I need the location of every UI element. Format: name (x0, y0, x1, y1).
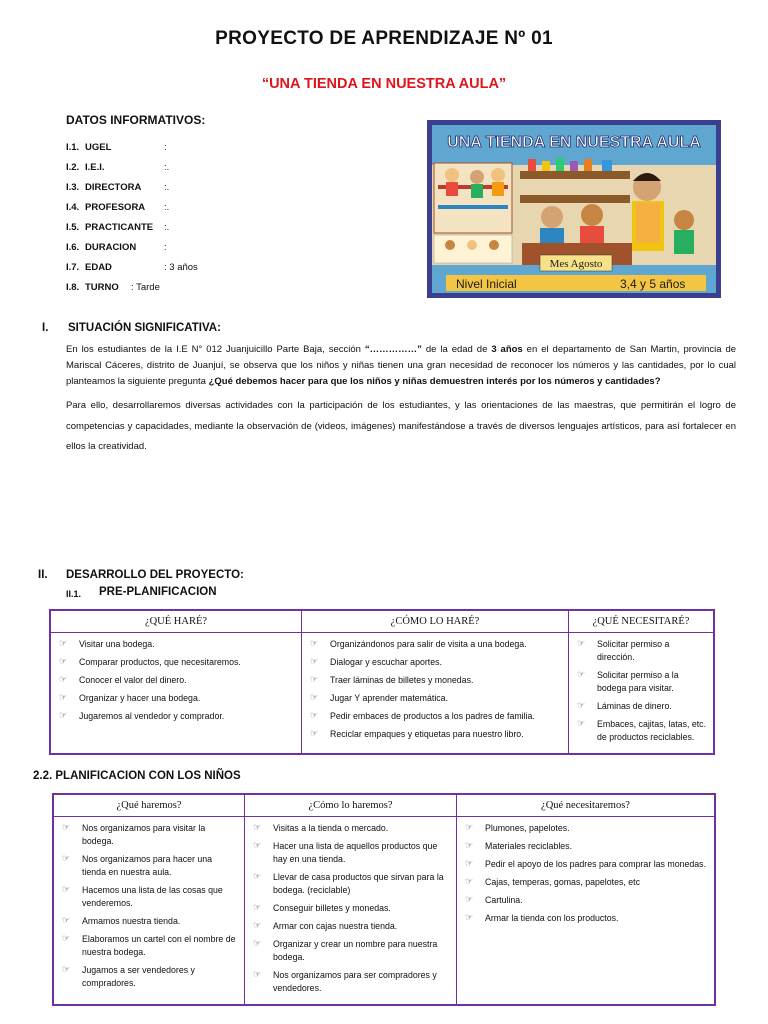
pointing-hand-icon: ☞ (310, 710, 319, 720)
info-row-number: I.5. (66, 222, 80, 233)
cover-level: Nivel Inicial (456, 277, 517, 291)
list-item-text: Visitar una bodega. (79, 639, 155, 649)
list-item-text: Pedir el apoyo de los padres para comprar las monedas. (485, 859, 707, 869)
list-item (251, 920, 450, 933)
pointing-hand-icon: ☞ (310, 728, 319, 738)
info-row-label: DURACION (85, 242, 137, 253)
table2-col-3 (457, 817, 716, 1006)
situacion-paragraph-2: Para ello, desarrollaremos diversas actividades con la participación de los estudiantes, y las orientaciones de las maestras, que permitirán el logro de competencias y capacidades, mediante la observación de (videos, imágenes) manifestándose a través de diversos lenguajes artísticos, para así fortalecer en ellos la creatividad. (66, 400, 736, 452)
list-item (463, 876, 708, 889)
list-item-text: Nos organizamos para hacer una tienda en nuestra aula. (82, 854, 213, 877)
info-row-label: EDAD (85, 262, 112, 273)
info-row-label: I.E.I. (85, 162, 105, 173)
info-row-value: : 3 años (164, 262, 198, 273)
pointing-hand-icon: ☞ (310, 692, 319, 702)
list-item (60, 884, 238, 910)
list-item-text: Llevar de casa productos que sirvan para la bodega. (reciclable) (273, 872, 444, 895)
pointing-hand-icon: ☞ (310, 656, 319, 666)
table2-col-1 (53, 817, 245, 1006)
table1-header-2: ¿CÓMO LO HARÉ? (302, 610, 569, 633)
list-item-text: Cajas, temperas, gomas, papelotes, etc (485, 877, 641, 887)
list-item-text: Conocer el valor del dinero. (79, 675, 187, 685)
table1-header-1: ¿QUÉ HARÉ? (50, 610, 302, 633)
pointing-hand-icon: ☞ (465, 876, 474, 886)
pointing-hand-icon: ☞ (59, 710, 68, 720)
pointing-hand-icon: ☞ (62, 915, 71, 925)
list-item (57, 656, 295, 669)
pointing-hand-icon: ☞ (577, 700, 586, 710)
info-row-number: I.2. (66, 162, 80, 173)
list-item (463, 858, 708, 871)
section-2-number: II. (38, 569, 48, 581)
pointing-hand-icon: ☞ (465, 894, 474, 904)
list-item (575, 700, 707, 713)
list-item (251, 871, 450, 897)
list-item-text: Materiales reciclables. (485, 841, 573, 851)
list-item (251, 938, 450, 964)
list-item-text: Visitas a la tienda o mercado. (273, 823, 389, 833)
pointing-hand-icon: ☞ (253, 938, 262, 948)
datos-heading: DATOS INFORMATIVOS: (66, 113, 206, 127)
pointing-hand-icon: ☞ (465, 858, 474, 868)
info-row-value: :. (164, 162, 170, 173)
info-row-label: PROFESORA (85, 202, 146, 213)
list-item (308, 638, 562, 651)
list-item (575, 718, 707, 744)
list-item (463, 840, 708, 853)
pointing-hand-icon: ☞ (310, 638, 319, 648)
list-item (575, 638, 707, 664)
info-row-label: UGEL (85, 142, 112, 153)
situacion-paragraph-1: En los estudiantes de la I.E N° 012 Juanjuicillo Parte Baja, sección “……………” de la edad de 3 años en el departamento de San Martin, provincia de Mariscal Cáceres, distrito de Juanjuí, se observa que los niños y niñas tienen una gran necesidad de reconocer los números y las cantidades, por lo cual planteamos la siguiente pregunta ¿Qué debemos hacer para que los niños y niñas demuestren interés por los números y cantidades? (66, 344, 737, 387)
list-item (463, 912, 708, 925)
list-item-text: Solicitar permiso a la bodega para visitar. (597, 670, 679, 693)
list-item (60, 964, 238, 990)
table2-col-2 (245, 817, 457, 1006)
list-item (251, 822, 450, 835)
list-item-text: Conseguir billetes y monedas. (273, 903, 391, 913)
info-row-label: PRACTICANTE (85, 222, 154, 233)
info-row-value: :. (164, 182, 170, 193)
list-item (308, 710, 562, 723)
list-item (251, 969, 450, 995)
list-item-text: Armamos nuestra tienda. (82, 916, 181, 926)
list-item-text: Hacer una lista de aquellos productos que hay en una tienda. (273, 841, 438, 864)
section-1-heading: SITUACIÓN SIGNIFICATIVA: (68, 322, 221, 334)
list-item-text: Traer láminas de billetes y monedas. (330, 675, 474, 685)
pointing-hand-icon: ☞ (62, 884, 71, 894)
list-item (308, 674, 562, 687)
list-item-text: Reciclar empaques y etiquetas para nuestro libro. (330, 729, 524, 739)
list-item-text: Armar la tienda con los productos. (485, 913, 619, 923)
list-item-text: Jugar Y aprender matemática. (330, 693, 449, 703)
list-item-text: Jugaremos al vendedor y comprador. (79, 711, 225, 721)
list-item (308, 656, 562, 669)
pointing-hand-icon: ☞ (253, 920, 262, 930)
pointing-hand-icon: ☞ (577, 718, 586, 728)
pointing-hand-icon: ☞ (59, 656, 68, 666)
subsection-number: II.1. (66, 589, 82, 599)
section-2-heading: DESARROLLO DEL PROYECTO: (66, 569, 244, 581)
info-row-value: : Tarde (131, 282, 160, 293)
info-row-value: : (164, 242, 167, 253)
pointing-hand-icon: ☞ (465, 840, 474, 850)
list-item-text: Elaboramos un cartel con el nombre de nuestra bodega. (82, 934, 236, 957)
list-item (57, 674, 295, 687)
pointing-hand-icon: ☞ (62, 964, 71, 974)
info-row-label: TURNO (85, 282, 119, 293)
pointing-hand-icon: ☞ (310, 674, 319, 684)
pointing-hand-icon: ☞ (62, 853, 71, 863)
pointing-hand-icon: ☞ (253, 822, 262, 832)
cover-title: UNA TIENDA EN NUESTRA AULA (447, 134, 701, 151)
list-item (60, 853, 238, 879)
list-item-text: Embaces, cajitas, latas, etc. de productos reciclables. (597, 719, 707, 742)
pointing-hand-icon: ☞ (62, 822, 71, 832)
list-item-text: Pedir embaces de productos a los padres de familia. (330, 711, 535, 721)
pointing-hand-icon: ☞ (253, 969, 262, 979)
list-item-text: Plumones, papelotes. (485, 823, 570, 833)
info-row-number: I.7. (66, 262, 80, 273)
classroom-illustration (432, 125, 716, 293)
info-row-number: I.1. (66, 142, 80, 153)
cover-month: Mes Agosto (549, 258, 603, 270)
list-item (60, 915, 238, 928)
page-title: PROYECTO DE APRENDIZAJE Nº 01 (215, 28, 553, 49)
list-item (251, 902, 450, 915)
list-item-text: Organizar y hacer una bodega. (79, 693, 201, 703)
list-item (60, 822, 238, 848)
list-item (57, 638, 295, 651)
list-item-text: Láminas de dinero. (597, 701, 672, 711)
info-row-number: I.3. (66, 182, 80, 193)
list-item (57, 710, 295, 723)
info-row-label: DIRECTORA (85, 182, 142, 193)
table1-col-3 (569, 633, 715, 755)
list-item-text: Armar con cajas nuestra tienda. (273, 921, 398, 931)
pointing-hand-icon: ☞ (62, 933, 71, 943)
pointing-hand-icon: ☞ (577, 669, 586, 679)
pointing-hand-icon: ☞ (59, 674, 68, 684)
section-1-number: I. (42, 322, 49, 334)
table1-col-2 (302, 633, 569, 755)
info-row-value: :. (164, 222, 170, 233)
info-row-value: :. (164, 202, 170, 213)
list-item (308, 692, 562, 705)
list-item (251, 840, 450, 866)
table2-header-1: ¿Qué haremos? (53, 794, 245, 817)
list-item (60, 933, 238, 959)
list-item-text: Nos organizamos para ser compradores y vendedores. (273, 970, 437, 993)
project-subtitle: “UNA TIENDA EN NUESTRA AULA” (261, 76, 507, 92)
info-row-number: I.4. (66, 202, 80, 213)
table2-header-3: ¿Qué necesitaremos? (457, 794, 716, 817)
list-item-text: Organizándonos para salir de visita a una bodega. (330, 639, 527, 649)
list-item-text: Jugamos a ser vendedores y compradores. (82, 965, 195, 988)
info-row-value: : (164, 142, 167, 153)
pointing-hand-icon: ☞ (59, 638, 68, 648)
list-item-text: Comparar productos, que necesitaremos. (79, 657, 241, 667)
cover-image (427, 120, 721, 298)
list-item-text: Solicitar permiso a dirección. (597, 639, 670, 662)
pointing-hand-icon: ☞ (465, 912, 474, 922)
pointing-hand-icon: ☞ (253, 871, 262, 881)
info-row-number: I.8. (66, 282, 80, 293)
table1-header-3: ¿QUÉ NECESITARÉ? (569, 610, 715, 633)
list-item-text: Cartulina. (485, 895, 523, 905)
list-item (463, 894, 708, 907)
cover-ages: 3,4 y 5 años (620, 277, 686, 291)
table1-col-1 (50, 633, 302, 755)
table2-header-2: ¿Cómo lo haremos? (245, 794, 457, 817)
planning-table (52, 793, 716, 1006)
list-item (57, 692, 295, 705)
subsection-heading: PRE-PLANIFICACION (99, 586, 217, 598)
list-item (308, 728, 562, 741)
pointing-hand-icon: ☞ (253, 902, 262, 912)
info-row-number: I.6. (66, 242, 80, 253)
list-item (463, 822, 708, 835)
pointing-hand-icon: ☞ (253, 840, 262, 850)
list-item-text: Dialogar y escuchar aportes. (330, 657, 442, 667)
list-item-text: Organizar y crear un nombre para nuestra bodega. (273, 939, 438, 962)
list-item-text: Nos organizamos para visitar la bodega. (82, 823, 206, 846)
pointing-hand-icon: ☞ (577, 638, 586, 648)
list-item (575, 669, 707, 695)
list-item-text: Hacemos una lista de las cosas que venderemos. (82, 885, 223, 908)
planificacion-heading: 2.2. PLANIFICACION CON LOS NIÑOS (33, 770, 241, 782)
pointing-hand-icon: ☞ (465, 822, 474, 832)
pre-planning-table (49, 609, 715, 755)
pointing-hand-icon: ☞ (59, 692, 68, 702)
